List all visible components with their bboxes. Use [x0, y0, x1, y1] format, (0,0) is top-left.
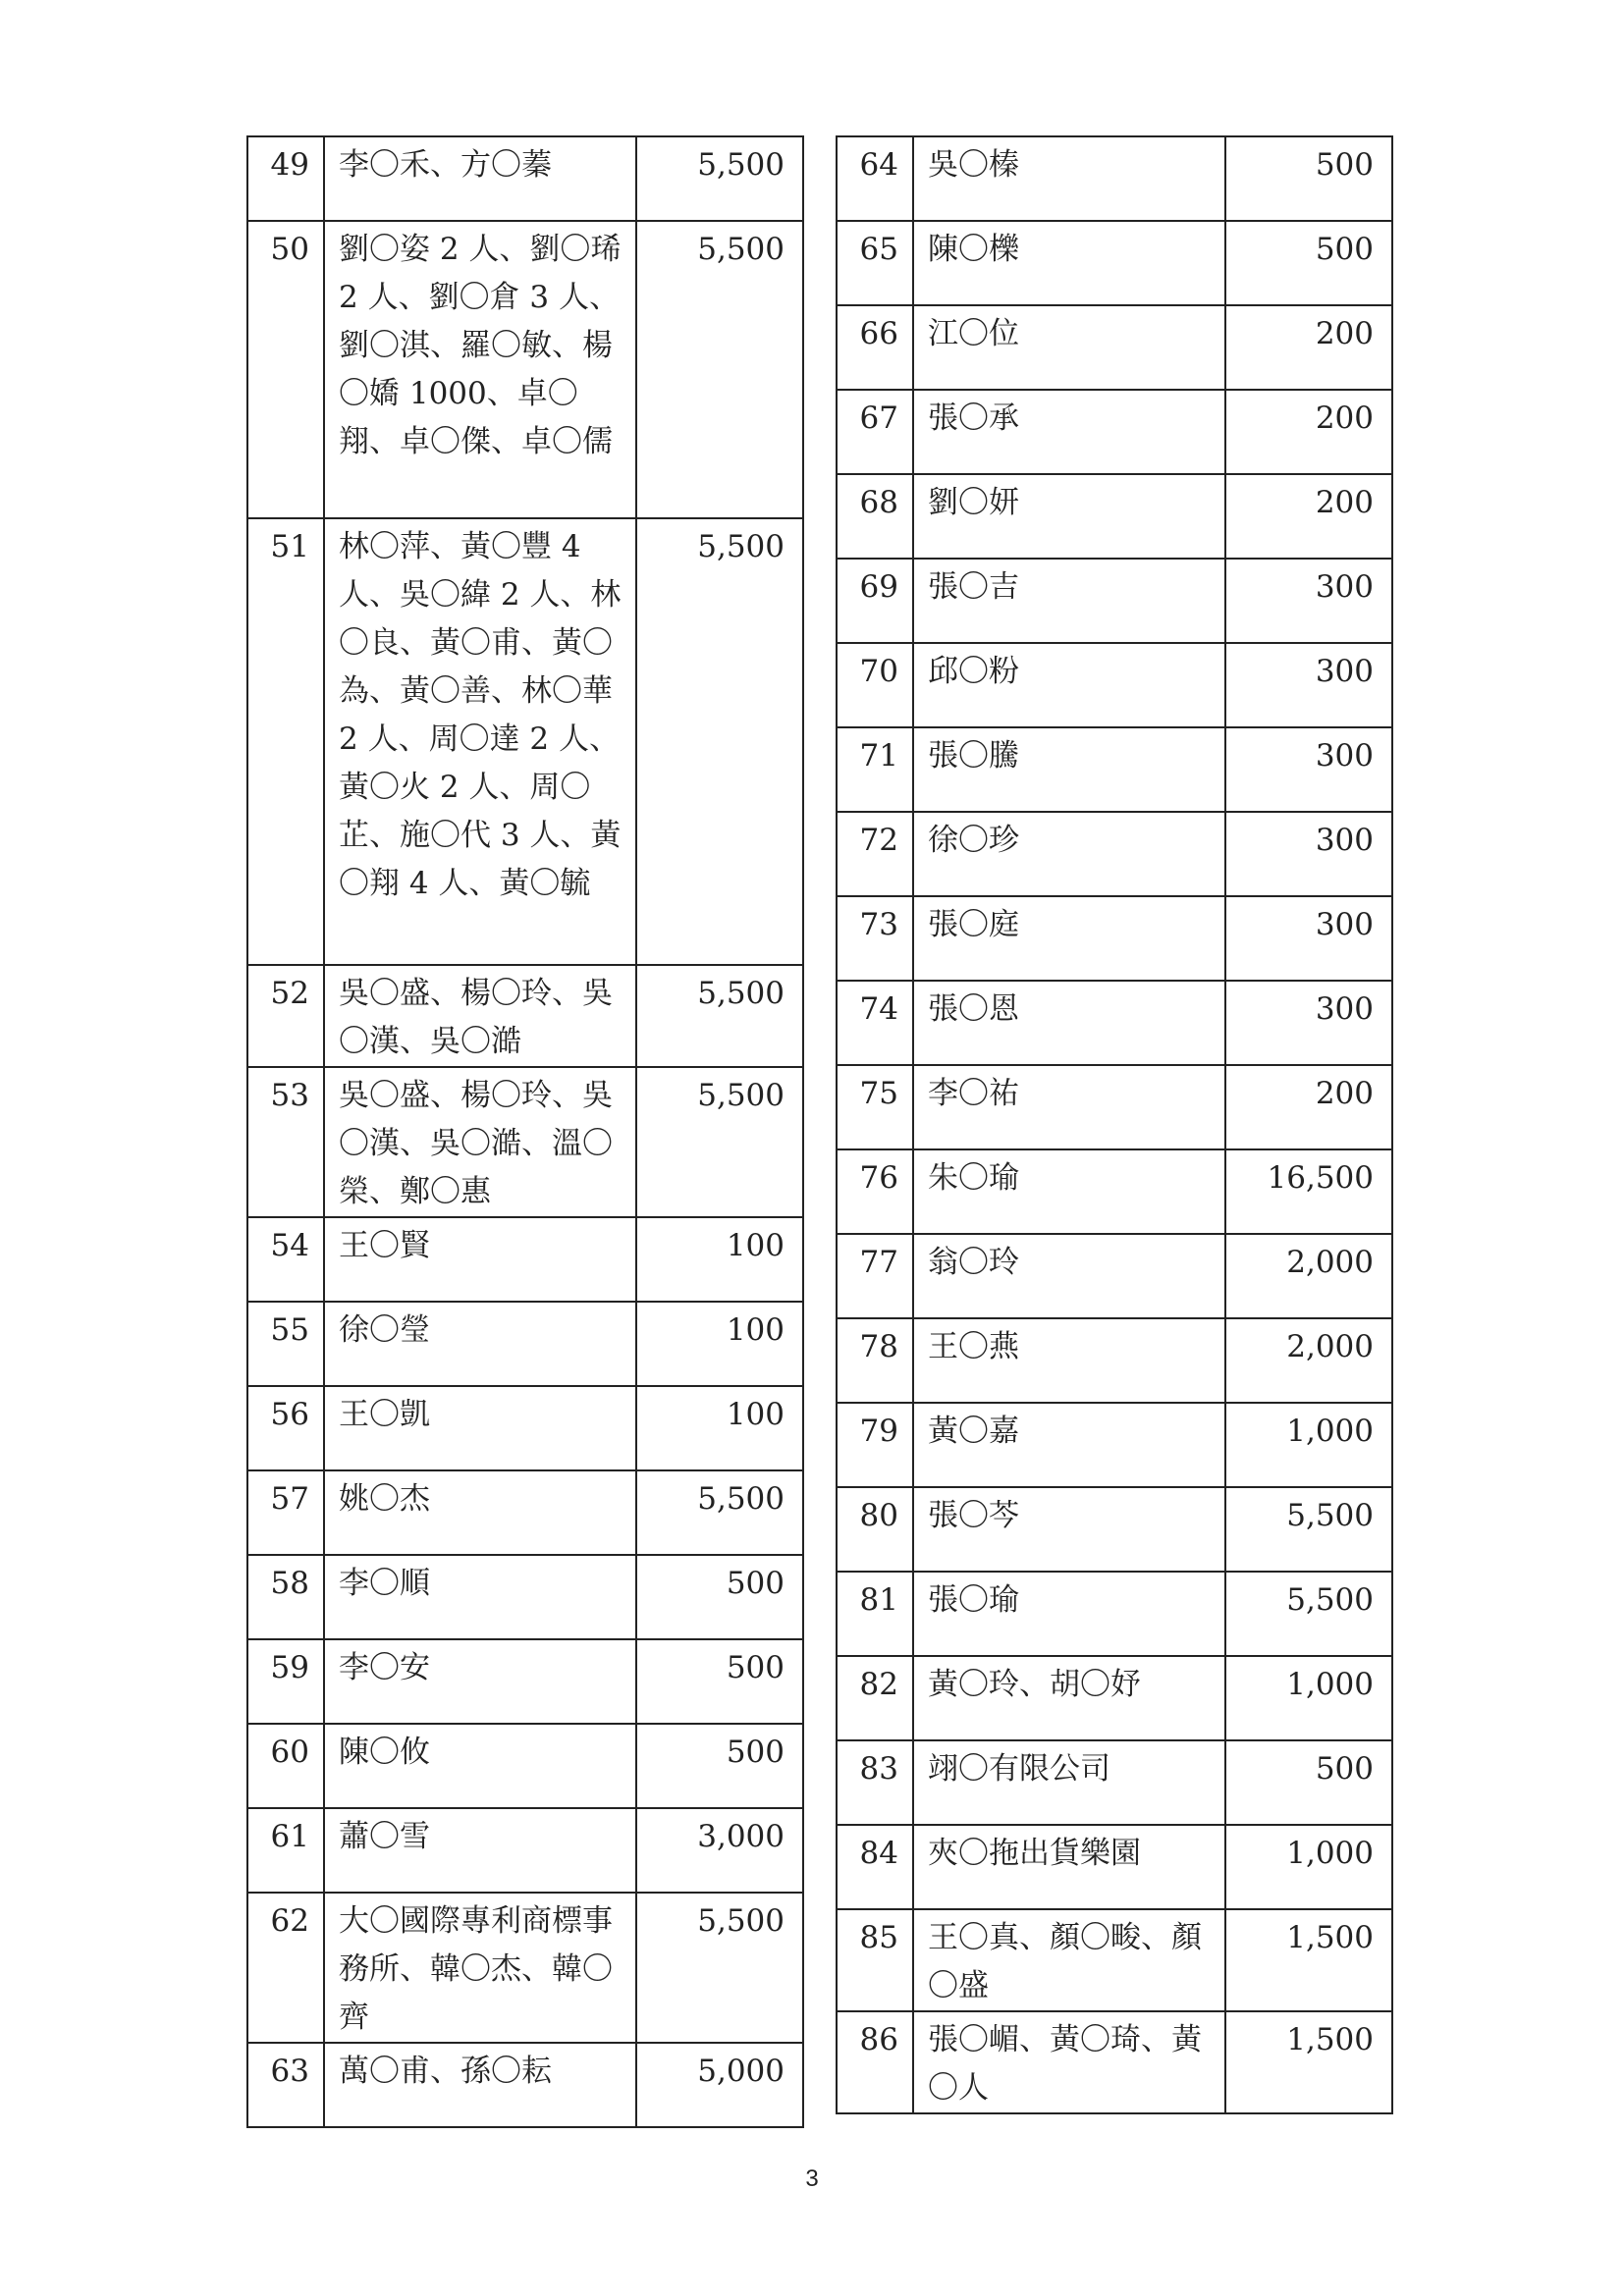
table-row	[247, 2043, 803, 2127]
donation-amount: 500	[636, 1555, 803, 1639]
table-row	[837, 559, 1392, 643]
donor-names: 張〇庭	[913, 896, 1225, 981]
donor-names: 吳〇盛、楊〇玲、吳〇漢、吳〇澔、溫〇榮、鄭〇惠	[324, 1067, 636, 1217]
donation-amount: 200	[1225, 1065, 1392, 1149]
row-number: 57	[247, 1470, 324, 1555]
row-number: 54	[247, 1217, 324, 1302]
donor-names: 黃〇玲、胡〇妤	[913, 1656, 1225, 1740]
table-row	[247, 965, 803, 1067]
donor-names: 李〇禾、方〇蓁	[324, 136, 636, 221]
donation-amount: 5,500	[636, 1470, 803, 1555]
table-row	[837, 1909, 1392, 2011]
donation-amount: 5,500	[636, 1067, 803, 1217]
row-number: 66	[837, 305, 913, 390]
row-number: 72	[837, 812, 913, 896]
table-row	[837, 1318, 1392, 1403]
donation-amount: 100	[636, 1217, 803, 1302]
donor-names: 徐〇珍	[913, 812, 1225, 896]
row-number: 79	[837, 1403, 913, 1487]
donation-amount: 16,500	[1225, 1149, 1392, 1234]
row-number: 81	[837, 1572, 913, 1656]
donation-amount: 5,500	[636, 1893, 803, 2043]
donor-table-right	[836, 135, 1393, 2114]
row-number: 84	[837, 1825, 913, 1909]
donation-amount: 500	[1225, 1740, 1392, 1825]
row-number: 70	[837, 643, 913, 727]
row-number: 59	[247, 1639, 324, 1724]
donation-amount: 100	[636, 1302, 803, 1386]
donor-names: 翊〇有限公司	[913, 1740, 1225, 1825]
table-row	[247, 136, 803, 221]
row-number: 55	[247, 1302, 324, 1386]
table-row	[247, 1470, 803, 1555]
donor-names: 夾〇拖出貨樂園	[913, 1825, 1225, 1909]
row-number: 61	[247, 1808, 324, 1893]
donation-amount: 5,500	[636, 136, 803, 221]
row-number: 65	[837, 221, 913, 305]
row-number: 58	[247, 1555, 324, 1639]
table-row	[247, 1386, 803, 1470]
row-number: 63	[247, 2043, 324, 2127]
donation-amount: 1,500	[1225, 1909, 1392, 2011]
table-row	[837, 1234, 1392, 1318]
donation-amount: 5,500	[636, 518, 803, 965]
donation-amount: 500	[636, 1724, 803, 1808]
donor-table-left	[246, 135, 804, 2128]
donor-names: 翁〇玲	[913, 1234, 1225, 1318]
donor-names: 張〇騰	[913, 727, 1225, 812]
row-number: 78	[837, 1318, 913, 1403]
donor-names: 林〇萍、黃〇豐 4 人、吳〇緯 2 人、林〇良、黃〇甫、黃〇為、黃〇善、林〇華 2 人、周〇達 2 人、黃〇火 2 人、周〇芷、施〇代 3 人、黃〇翔 4 人、黃〇毓	[324, 518, 636, 965]
donor-names: 張〇恩	[913, 981, 1225, 1065]
donor-names: 徐〇瑩	[324, 1302, 636, 1386]
donation-amount: 5,500	[636, 221, 803, 518]
table-row	[837, 643, 1392, 727]
donor-names: 李〇安	[324, 1639, 636, 1724]
row-number: 68	[837, 474, 913, 559]
table-row	[247, 1639, 803, 1724]
table-row	[837, 136, 1392, 221]
table-row	[247, 1067, 803, 1217]
donation-amount: 500	[1225, 136, 1392, 221]
row-number: 49	[247, 136, 324, 221]
donation-amount: 5,000	[636, 2043, 803, 2127]
donation-amount: 1,000	[1225, 1825, 1392, 1909]
table-row	[247, 1555, 803, 1639]
table-row	[837, 727, 1392, 812]
table-row	[837, 1572, 1392, 1656]
row-number: 75	[837, 1065, 913, 1149]
donation-amount: 5,500	[636, 965, 803, 1067]
table-row	[247, 1808, 803, 1893]
row-number: 71	[837, 727, 913, 812]
row-number: 64	[837, 136, 913, 221]
donor-names: 張〇瑜	[913, 1572, 1225, 1656]
row-number: 67	[837, 390, 913, 474]
table-row	[247, 1217, 803, 1302]
donor-names: 邱〇粉	[913, 643, 1225, 727]
table-row	[837, 1740, 1392, 1825]
donor-names: 江〇位	[913, 305, 1225, 390]
donation-amount: 2,000	[1225, 1234, 1392, 1318]
table-row	[837, 812, 1392, 896]
donation-amount: 200	[1225, 390, 1392, 474]
donor-names: 張〇芩	[913, 1487, 1225, 1572]
row-number: 85	[837, 1909, 913, 2011]
donor-names: 張〇承	[913, 390, 1225, 474]
table-row	[837, 1403, 1392, 1487]
donor-names: 蕭〇雪	[324, 1808, 636, 1893]
row-number: 52	[247, 965, 324, 1067]
row-number: 62	[247, 1893, 324, 2043]
table-row	[837, 1656, 1392, 1740]
donation-amount: 2,000	[1225, 1318, 1392, 1403]
donation-amount: 5,500	[1225, 1572, 1392, 1656]
table-row	[247, 1302, 803, 1386]
row-number: 83	[837, 1740, 913, 1825]
row-number: 76	[837, 1149, 913, 1234]
donation-amount: 3,000	[636, 1808, 803, 1893]
table-row	[837, 896, 1392, 981]
row-number: 74	[837, 981, 913, 1065]
donation-amount: 100	[636, 1386, 803, 1470]
donor-names: 王〇凱	[324, 1386, 636, 1470]
row-number: 69	[837, 559, 913, 643]
donation-amount: 500	[1225, 221, 1392, 305]
table-row	[837, 390, 1392, 474]
row-number: 80	[837, 1487, 913, 1572]
donation-amount: 1,500	[1225, 2011, 1392, 2113]
donor-names: 劉〇妍	[913, 474, 1225, 559]
row-number: 51	[247, 518, 324, 965]
table-row	[247, 221, 803, 518]
row-number: 82	[837, 1656, 913, 1740]
donor-names: 黃〇嘉	[913, 1403, 1225, 1487]
donor-names: 李〇順	[324, 1555, 636, 1639]
donor-names: 朱〇瑜	[913, 1149, 1225, 1234]
table-row	[247, 1724, 803, 1808]
donor-names: 王〇真、顏〇畯、顏〇盛	[913, 1909, 1225, 2011]
donation-amount: 300	[1225, 896, 1392, 981]
donation-amount: 200	[1225, 474, 1392, 559]
donor-names: 王〇賢	[324, 1217, 636, 1302]
donor-names: 劉〇姿 2 人、劉〇琋 2 人、劉〇倉 3 人、劉〇淇、羅〇敏、楊〇嬌 1000、卓〇翔、卓〇傑、卓〇儒	[324, 221, 636, 518]
donation-amount: 300	[1225, 643, 1392, 727]
row-number: 53	[247, 1067, 324, 1217]
table-row	[837, 305, 1392, 390]
donor-names: 陳〇櫟	[913, 221, 1225, 305]
row-number: 60	[247, 1724, 324, 1808]
table-row	[837, 1149, 1392, 1234]
table-row	[837, 1825, 1392, 1909]
donation-amount: 1,000	[1225, 1656, 1392, 1740]
row-number: 56	[247, 1386, 324, 1470]
donation-amount: 500	[636, 1639, 803, 1724]
row-number: 50	[247, 221, 324, 518]
table-row	[837, 221, 1392, 305]
donor-names: 吳〇盛、楊〇玲、吳〇漢、吳〇澔	[324, 965, 636, 1067]
donation-amount: 300	[1225, 812, 1392, 896]
donation-amount: 300	[1225, 727, 1392, 812]
row-number: 73	[837, 896, 913, 981]
donor-names: 萬〇甫、孫〇耘	[324, 2043, 636, 2127]
donor-names: 大〇國際專利商標事務所、韓〇杰、韓〇齊	[324, 1893, 636, 2043]
table-row	[837, 474, 1392, 559]
table-row	[247, 1893, 803, 2043]
table-row	[837, 2011, 1392, 2113]
donor-names: 陳〇攸	[324, 1724, 636, 1808]
table-row	[837, 981, 1392, 1065]
donor-names: 李〇祐	[913, 1065, 1225, 1149]
donor-names: 王〇燕	[913, 1318, 1225, 1403]
table-row	[247, 518, 803, 965]
donation-amount: 200	[1225, 305, 1392, 390]
donation-amount: 5,500	[1225, 1487, 1392, 1572]
table-row	[837, 1065, 1392, 1149]
donation-amount: 300	[1225, 981, 1392, 1065]
donation-amount: 300	[1225, 559, 1392, 643]
donor-names: 張〇嵋、黃〇琦、黃〇人	[913, 2011, 1225, 2113]
table-row	[837, 1487, 1392, 1572]
donor-names: 姚〇杰	[324, 1470, 636, 1555]
page-number: 3	[805, 2165, 819, 2192]
donation-amount: 1,000	[1225, 1403, 1392, 1487]
row-number: 86	[837, 2011, 913, 2113]
donor-names: 張〇吉	[913, 559, 1225, 643]
row-number: 77	[837, 1234, 913, 1318]
donor-names: 吳〇榛	[913, 136, 1225, 221]
